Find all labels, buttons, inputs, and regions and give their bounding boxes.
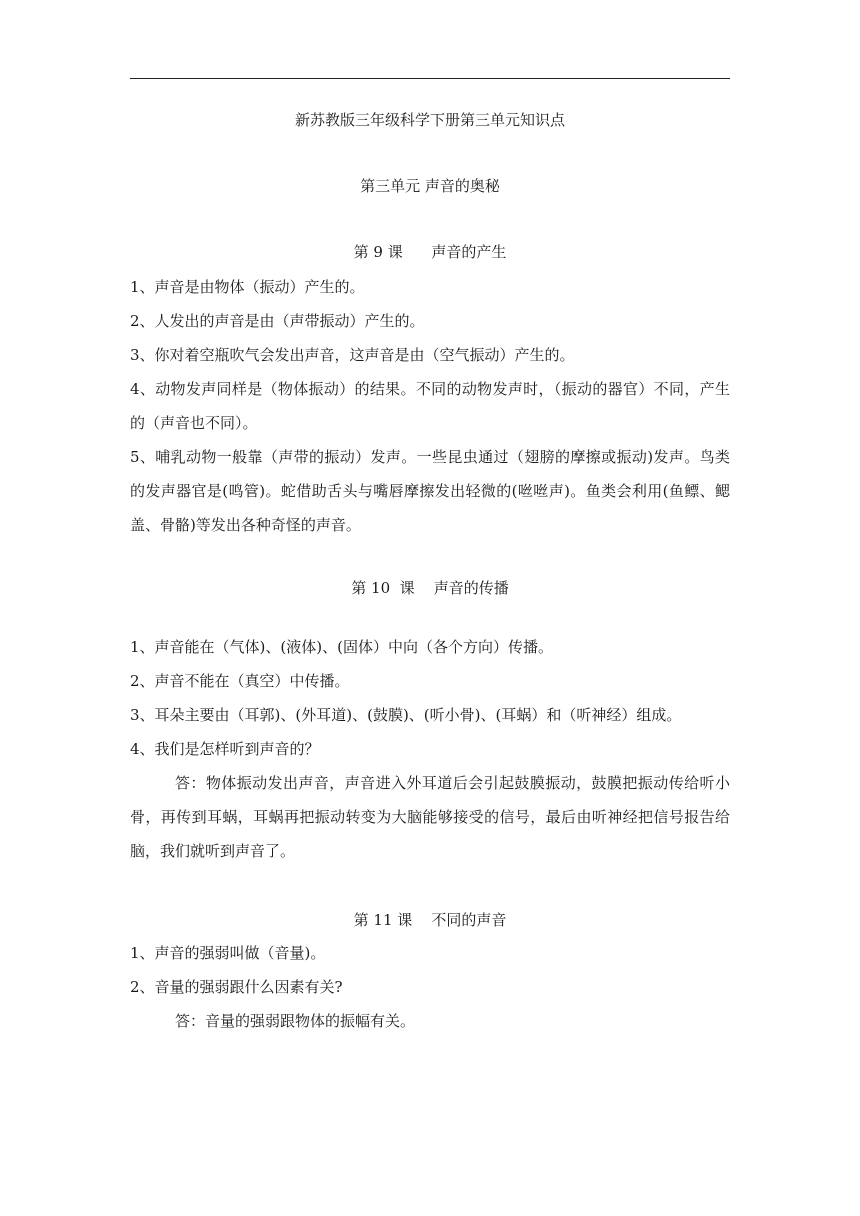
list-item: 4、我们是怎样听到声音的？	[130, 740, 320, 758]
list-item: 1、声音的强弱叫做（音量)。	[130, 944, 326, 962]
list-item: 1、声音能在（气体)、(液体)、(固体）中向（各个方向）传播。	[130, 638, 553, 656]
list-item: 2、音量的强弱跟什么因素有关?	[130, 978, 343, 996]
document-title: 新苏教版三年级科学下册第三单元知识点	[294, 111, 565, 129]
list-item: 3、你对着空瓶吹气会发出声音，这声音是由（空气振动）产生的。	[130, 346, 575, 364]
lesson-11-heading: 第 11 课 不同的声音	[353, 911, 507, 929]
lesson-9-list	[130, 270, 730, 542]
lesson-10-heading: 第 10 课 声音的传播	[351, 579, 509, 597]
answer-paragraph: 答：物体振动发出声音，声音进入外耳道后会引起鼓膜振动，鼓膜把振动传给听小骨，再传到耳蜗，耳蜗再把振动转变为大脑能够接受的信号，最后由听神经把信号报告给脑，我们就听到声音了。	[130, 774, 730, 860]
list-item: 5、哺乳动物一般靠（声带的振动）发声。一些昆虫通过（翅膀的摩擦或振动)发声。鸟类的发声器官是(鸣管)。蛇借助舌头与嘴唇摩擦发出轻微的(咝咝声)。鱼类会利用(鱼鳔、鳃盖、骨骼)等发出各种奇怪的声音。	[130, 448, 730, 534]
lesson-9-heading: 第 9 课 声音的产生	[353, 243, 507, 261]
unit-title: 第三单元 声音的奥秘	[360, 177, 500, 195]
list-item: 4、动物发声同样是（物体振动）的结果。不同的动物发声时，（振动的器官）不同，产生的（声音也不同）。	[130, 380, 730, 432]
list-item: 2、声音不能在（真空）中传播。	[130, 672, 350, 690]
document-body	[130, 96, 730, 1038]
lesson-11-list	[130, 936, 730, 1038]
answer-paragraph: 答：音量的强弱跟物体的振幅有关。	[175, 1012, 416, 1030]
list-item: 3、耳朵主要由（耳郭)、(外耳道)、(鼓膜)、(听小骨)、(耳蜗）和（听神经）组成。	[130, 706, 682, 724]
header-rule	[130, 78, 730, 79]
lesson-10-list	[130, 630, 730, 868]
list-item: 2、人发出的声音是由（声带振动）产生的。	[130, 312, 425, 330]
list-item: 1、声音是由物体（振动）产生的。	[130, 278, 365, 296]
